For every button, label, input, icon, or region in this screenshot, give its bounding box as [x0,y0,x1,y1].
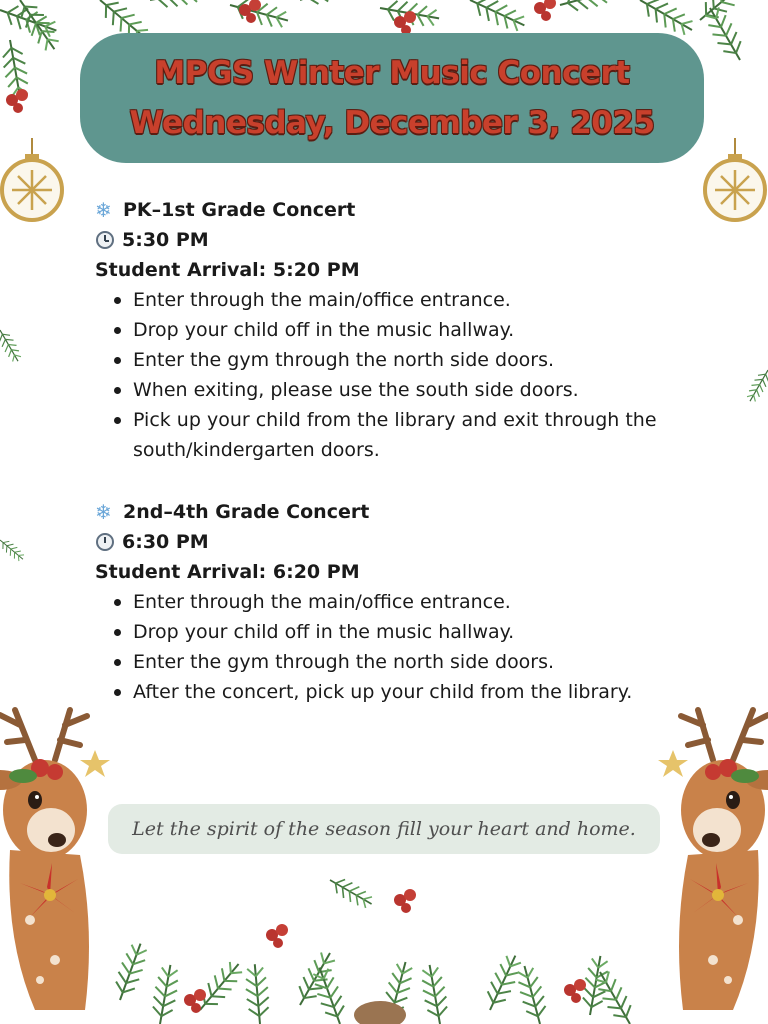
snowflake-icon: ❄ [95,198,112,222]
clock-icon [96,231,114,249]
list-item: Drop your child off in the music hallway. [114,315,715,345]
clock-icon [96,533,114,551]
event-date: Wednesday, December 3, 2025 [129,105,655,141]
concert-section-pk-1st [95,195,715,465]
student-arrival: Student Arrival: 6:20 PM [95,561,360,583]
concert-heading [95,497,715,527]
list-item: Enter the gym through the north side doors. [114,647,715,677]
list-item: Enter the gym through the north side doors. [114,345,715,375]
instruction-list [95,285,715,465]
instruction-list [95,587,715,707]
student-arrival: Student Arrival: 5:20 PM [95,259,360,281]
tagline-banner [108,804,660,854]
list-item: Drop your child off in the music hallway. [114,617,715,647]
list-item: When exiting, please use the south side doors. [114,375,715,405]
title-banner [80,33,704,163]
concert-time-row [95,225,715,255]
concert-time-row [95,527,715,557]
snowflake-icon: ❄ [95,500,112,524]
list-item: After the concert, pick up your child from the library. [114,677,715,707]
event-title: MPGS Winter Music Concert [154,55,630,91]
concert-heading [95,195,715,225]
concert-name: 2nd–4th Grade Concert [123,501,370,523]
list-item: Enter through the main/office entrance. [114,285,715,315]
list-item: Enter through the main/office entrance. [114,587,715,617]
list-item: Pick up your child from the library and exit through the south/kindergarten doors. [114,405,715,465]
concert-time: 5:30 PM [122,229,209,251]
tagline-text: Let the spirit of the season fill your heart and home. [132,818,636,840]
concert-time: 6:30 PM [122,531,209,553]
concert-section-2nd-4th [95,497,715,707]
concert-name: PK–1st Grade Concert [123,199,356,221]
